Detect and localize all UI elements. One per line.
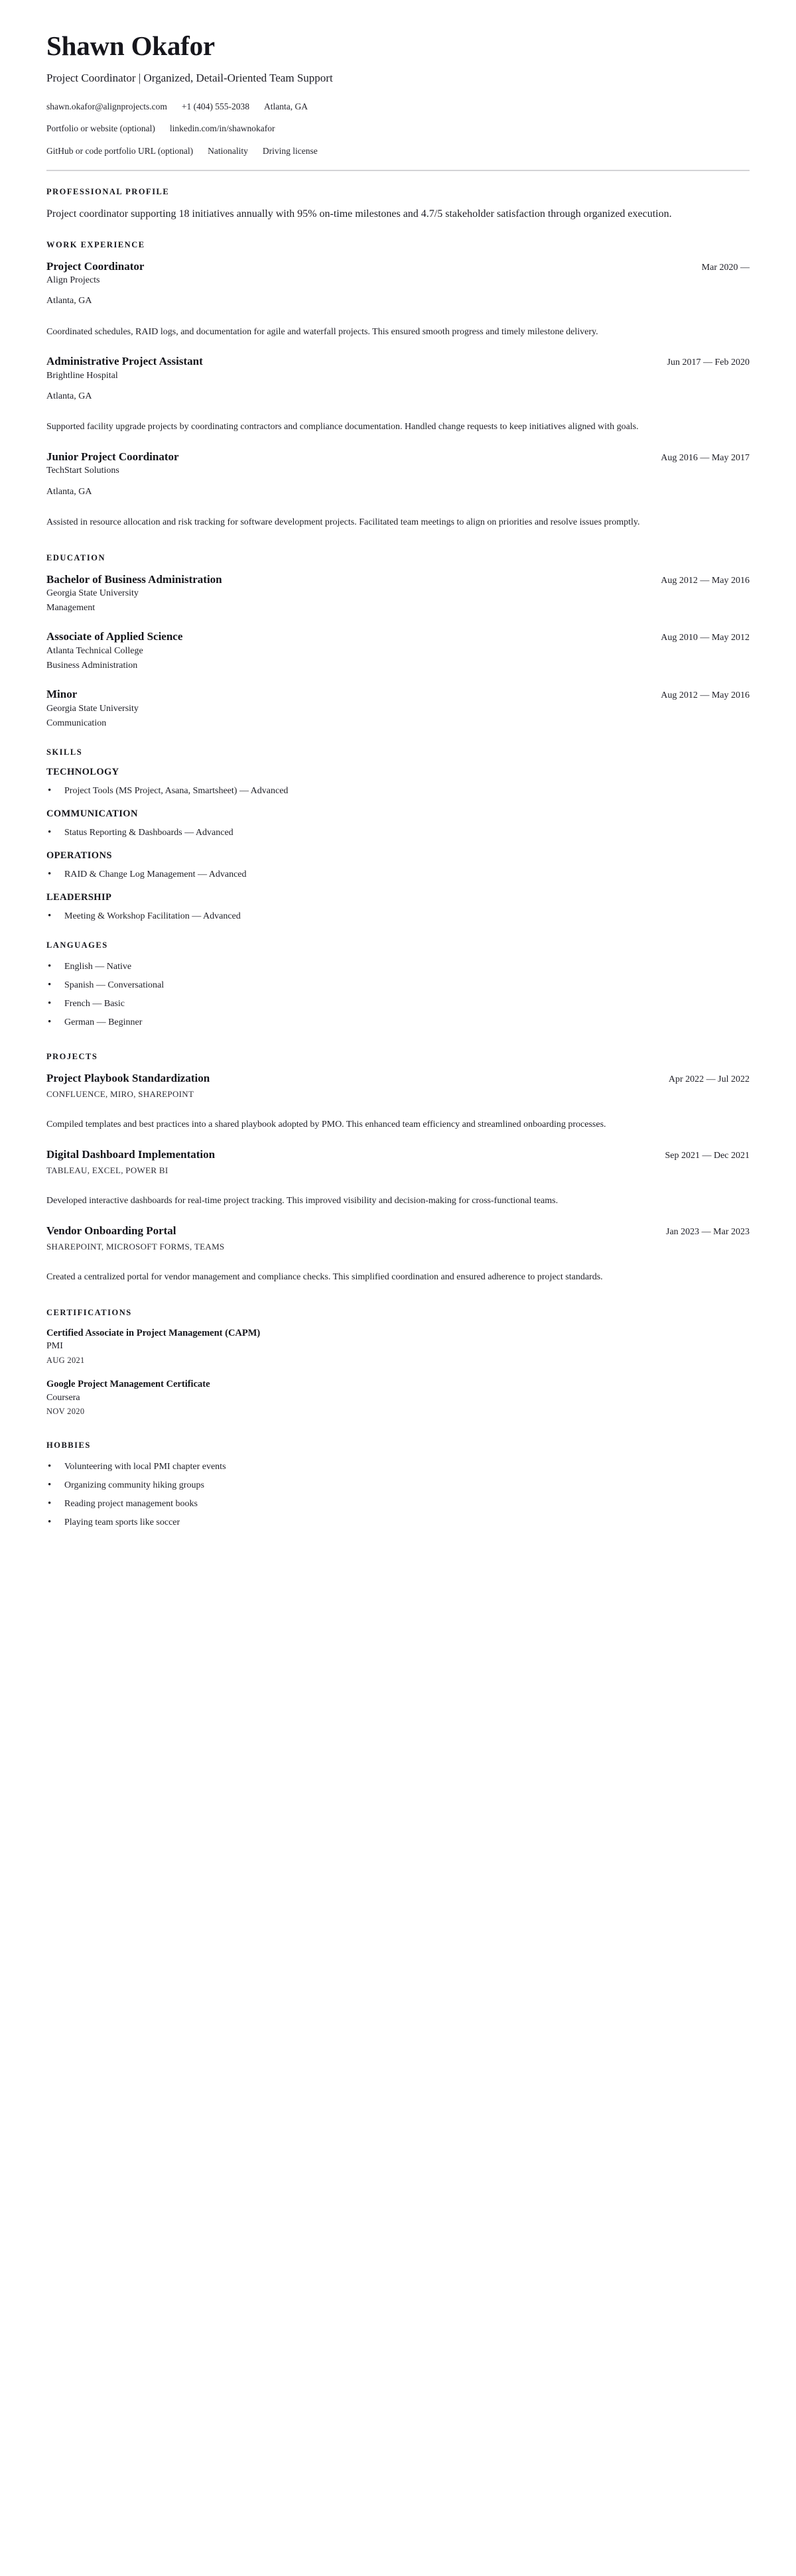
candidate-name: Shawn Okafor <box>46 31 215 61</box>
education-degree: Minor <box>46 688 78 701</box>
project-name: Digital Dashboard Implementation <box>46 1148 216 1161</box>
header-divider <box>46 170 750 171</box>
certification-name: Google Project Management Certificate <box>46 1379 210 1390</box>
education-date-range: Aug 2012 — May 2016 <box>661 690 750 701</box>
education-entry <box>46 687 750 730</box>
certification-issuer: PMI <box>46 1341 63 1352</box>
nationality-text: Nationality <box>208 145 248 156</box>
certification-date: AUG 2021 <box>46 1355 85 1365</box>
project-entry-head <box>46 1224 750 1238</box>
skill-item: • RAID & Change Log Management — Advanced <box>46 868 750 881</box>
work-location: Atlanta, GA <box>46 391 92 401</box>
section-work-experience <box>46 240 750 531</box>
language-item: • English — Native <box>46 960 750 974</box>
section-skills <box>46 747 750 923</box>
skill-list <box>46 868 750 881</box>
work-entry-head <box>46 354 750 368</box>
contact-line-3 <box>46 145 750 158</box>
skill-item: • Meeting & Workshop Facilitation — Advanced <box>46 909 750 923</box>
project-date-range: Jan 2023 — Mar 2023 <box>666 1226 750 1237</box>
section-certifications <box>46 1308 750 1418</box>
project-entry-head <box>46 1147 750 1161</box>
education-date-range: Aug 2010 — May 2012 <box>661 633 750 643</box>
section-title-languages: LANGUAGES <box>46 940 108 950</box>
linkedin-text: linkedin.com/in/shawnokafor <box>169 123 275 134</box>
work-description: Assisted in resource allocation and risk tracking for software development projects. Facilitated team meetings to align on priorities and resolve issues promptly. <box>46 517 640 527</box>
project-description: Compiled templates and best practices into a shared playbook adopted by PMO. This enhanced team efficiency and streamlined onboarding processes. <box>46 1120 606 1130</box>
profile-summary-text: Project coordinator supporting 18 initiatives annually with 95% on-time milestones and 4.7/5 stakeholder satisfaction through organized execution. <box>46 208 672 220</box>
email-text: shawn.okafor@alignprojects.com <box>46 101 167 112</box>
skill-item: • Project Tools (MS Project, Asana, Smartsheet) — Advanced <box>46 784 750 798</box>
section-title-skills: SKILLS <box>46 747 83 757</box>
hobby-list <box>46 1460 750 1529</box>
project-entry <box>46 1147 750 1209</box>
candidate-headline: Project Coordinator | Organized, Detail-Oriented Team Support <box>46 72 333 85</box>
hobby-item: • Volunteering with local PMI chapter events <box>46 1460 750 1474</box>
project-entry-head <box>46 1071 750 1085</box>
work-date-range: Mar 2020 — <box>701 262 750 273</box>
work-description: Supported facility upgrade projects by coordinating contractors and compliance documentation. Handled change requests to keep initiatives aligned with goals. <box>46 422 639 432</box>
certification-name: Certified Associate in Project Management (CAPM) <box>46 1327 261 1338</box>
work-date-range: Aug 2016 — May 2017 <box>661 452 750 463</box>
section-education <box>46 553 750 731</box>
section-title-profile: PROFESSIONAL PROFILE <box>46 186 170 196</box>
skill-list <box>46 784 750 798</box>
education-degree: Associate of Applied Science <box>46 630 183 643</box>
education-field: Management <box>46 603 96 613</box>
section-title-education: EDUCATION <box>46 552 105 562</box>
work-entry <box>46 354 750 435</box>
education-degree: Bachelor of Business Administration <box>46 572 222 586</box>
portfolio-text: Portfolio or website (optional) <box>46 123 155 134</box>
skill-group-title: LEADERSHIP <box>46 892 112 903</box>
language-item: • German — Beginner <box>46 1015 750 1029</box>
project-tech-stack: TABLEAU, EXCEL, POWER BI <box>46 1165 168 1176</box>
certification-date: NOV 2020 <box>46 1407 85 1417</box>
project-tech-stack: CONFLUENCE, MIRO, SHAREPOINT <box>46 1089 194 1100</box>
section-projects <box>46 1052 750 1285</box>
project-description: Developed interactive dashboards for real-time project tracking. This improved visibility and decision-making for cross-functional teams. <box>46 1196 559 1206</box>
skill-list <box>46 909 750 923</box>
education-entry-head <box>46 572 750 586</box>
education-field: Communication <box>46 718 107 728</box>
education-date-range: Aug 2012 — May 2016 <box>661 575 750 586</box>
skill-item: • Status Reporting & Dashboards — Advanced <box>46 826 750 840</box>
language-item: • French — Basic <box>46 997 750 1011</box>
education-entry-head <box>46 687 750 701</box>
project-tech-stack: SHAREPOINT, MICROSOFT FORMS, TEAMS <box>46 1242 225 1252</box>
work-entry <box>46 259 750 340</box>
skill-group-title: OPERATIONS <box>46 850 112 862</box>
project-name: Project Playbook Standardization <box>46 1072 210 1085</box>
education-school: Georgia State University <box>46 588 139 598</box>
work-company: TechStart Solutions <box>46 466 119 476</box>
education-entry <box>46 629 750 673</box>
education-school: Atlanta Technical College <box>46 645 143 656</box>
work-entry-head <box>46 259 750 273</box>
contact-line-1 <box>46 100 750 113</box>
section-professional-profile <box>46 187 750 223</box>
work-job-title: Project Coordinator <box>46 259 145 273</box>
language-item: • Spanish — Conversational <box>46 978 750 992</box>
work-company: Brightline Hospital <box>46 370 118 381</box>
project-name: Vendor Onboarding Portal <box>46 1224 176 1237</box>
phone-text: +1 (404) 555-2038 <box>181 101 249 112</box>
work-location: Atlanta, GA <box>46 486 92 497</box>
section-languages <box>46 940 750 1029</box>
location-text: Atlanta, GA <box>264 101 308 112</box>
work-description: Coordinated schedules, RAID logs, and documentation for agile and waterfall projects. This ensured smooth progress and timely milestone delivery. <box>46 326 598 337</box>
skill-group-leadership <box>46 892 750 923</box>
work-entry-head <box>46 450 750 464</box>
work-date-range: Jun 2017 — Feb 2020 <box>667 357 750 368</box>
skill-group-operations <box>46 850 750 881</box>
project-date-range: Apr 2022 — Jul 2022 <box>668 1074 750 1085</box>
skill-group-technology <box>46 767 750 798</box>
education-school: Georgia State University <box>46 703 139 714</box>
project-date-range: Sep 2021 — Dec 2021 <box>665 1151 750 1161</box>
skill-group-title: TECHNOLOGY <box>46 767 119 778</box>
education-entry <box>46 572 750 615</box>
resume-header <box>46 32 750 171</box>
work-company: Align Projects <box>46 275 100 285</box>
section-title-projects: PROJECTS <box>46 1052 98 1062</box>
work-job-title: Administrative Project Assistant <box>46 355 203 368</box>
hobby-item: • Reading project management books <box>46 1497 750 1511</box>
skill-list <box>46 826 750 840</box>
certification-entry <box>46 1327 750 1367</box>
hobby-item: • Playing team sports like soccer <box>46 1515 750 1529</box>
education-entry-head <box>46 629 750 643</box>
skill-group-title: COMMUNICATION <box>46 808 138 820</box>
project-description: Created a centralized portal for vendor management and compliance checks. This simplified coordination and ensured adherence to project standards. <box>46 1272 603 1283</box>
contact-line-2 <box>46 122 750 135</box>
driving-license-text: Driving license <box>262 145 318 156</box>
project-entry <box>46 1071 750 1133</box>
project-entry <box>46 1224 750 1285</box>
education-field: Business Administration <box>46 661 138 671</box>
language-list <box>46 960 750 1029</box>
work-location: Atlanta, GA <box>46 296 92 306</box>
section-title-hobbies: HOBBIES <box>46 1441 91 1450</box>
certification-entry <box>46 1378 750 1418</box>
hobby-item: • Organizing community hiking groups <box>46 1478 750 1492</box>
certification-issuer: Coursera <box>46 1392 80 1403</box>
section-title-work: WORK EXPERIENCE <box>46 239 145 249</box>
skill-group-communication <box>46 808 750 840</box>
github-text: GitHub or code portfolio URL (optional) <box>46 145 194 156</box>
work-entry <box>46 450 750 531</box>
work-job-title: Junior Project Coordinator <box>46 450 179 463</box>
section-title-certifications: CERTIFICATIONS <box>46 1307 132 1317</box>
section-hobbies <box>46 1441 750 1529</box>
